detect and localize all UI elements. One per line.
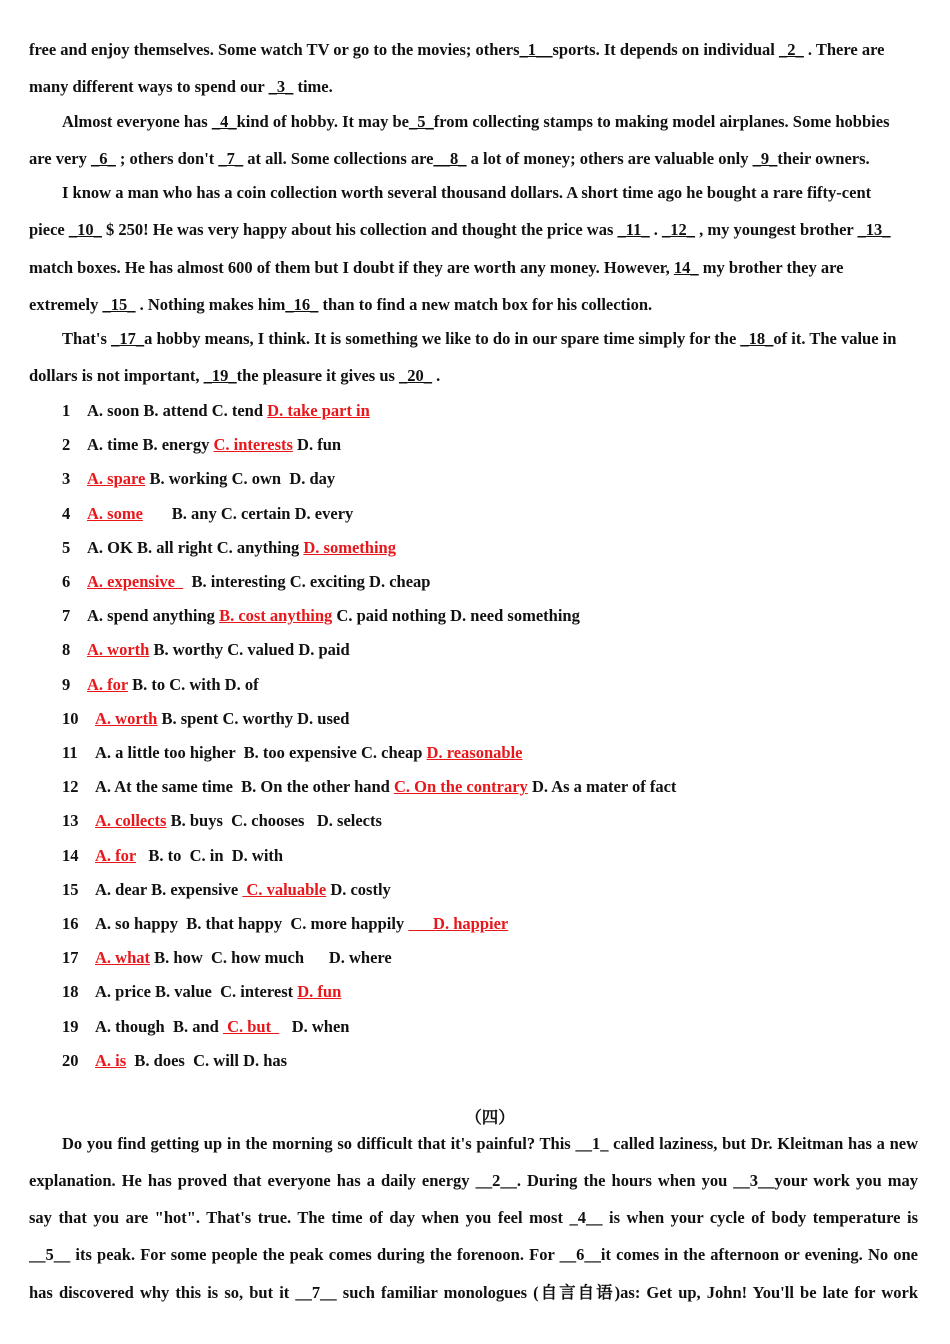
blank-number: _13_ [857,220,891,239]
passage-text: $ 250! He was very happy about his collection and thought the price was [101,220,618,239]
question-number: 19 [62,1016,79,1036]
passage-line: __5__ its peak. For some people the peak comes during the forenoon. For __6__it comes in the afternoon or evening. No one [29,1245,918,1264]
question-number: 5 [62,537,71,557]
correct-answer: D. reasonable [426,743,523,762]
question-number: 8 [62,640,71,660]
passage-text: a hobby means, I think. It is something we like to do in our spare time simply for the [144,329,741,348]
question-number: 13 [62,811,79,831]
passage-line [62,183,871,203]
answer-option: A. so happy [95,914,178,933]
answer-option: C. will [188,1050,239,1070]
correct-answer: C. but [222,1016,280,1036]
question-row [62,401,370,421]
question-row [62,709,349,729]
passage-text: piece [29,220,69,239]
passage-line: Do you find getting up in the morning so difficult that it's painful? This __1_ called laziness, but Dr. Kleitman has a new [62,1134,918,1153]
question-number: 12 [62,777,79,797]
blank-number: _17_ [111,329,145,348]
correct-answer: A. worth [95,708,158,728]
blank-number: 14_ [673,258,699,277]
question-number: 4 [62,503,71,523]
passage-text: time. [293,77,333,96]
question-number: 20 [62,1050,79,1070]
correct-answer: A. is [95,1050,127,1070]
question-number: 15 [62,879,79,899]
passage-text: free and enjoy themselves. Some watch TV or go to the movies; others [29,40,520,59]
question-row [62,435,341,455]
passage-text: sports. It depends on individual [552,40,780,59]
answer-option: A. At the same time [95,777,233,797]
passage-line [29,220,891,240]
passage-text: kind of hobby. It may be [236,112,409,131]
question-number: 16 [62,914,79,933]
answer-option: C. cheap [360,743,423,762]
passage-text: than to find a new match box for his collection. [318,295,653,314]
blank-number: _1__ [519,40,553,59]
correct-answer: C. interests [213,435,293,455]
correct-answer: D. happier [408,914,509,933]
passage-text: . [432,366,441,385]
blank-number: __8_ [433,149,467,168]
answer-option: B. expensive [151,879,239,899]
answer-option: C. with [169,674,221,694]
question-row [62,948,392,968]
passage-text: ; others don't [115,149,219,168]
question-number: 6 [62,572,71,591]
passage-line: has discovered why this is so, but it __7__ such familiar monologues (自言自语)as: Get up, John! You'll be late for work [29,1283,918,1302]
passage-text: . Nothing makes him [135,295,286,314]
question-row [62,743,522,763]
answer-option: C. valued [227,640,295,660]
blank-number: _5_ [409,112,434,131]
question-row [62,504,353,524]
correct-answer: A. worth [87,640,150,660]
answer-option: B. does [130,1050,185,1070]
question-row [62,880,391,900]
question-row [62,538,396,558]
answer-option: D. of [224,674,259,694]
passage-line [62,112,890,132]
passage-text: their owners. [777,149,870,168]
answer-option: B. and [168,1016,219,1036]
answer-option: B. working [149,469,228,489]
passage-line: explanation. He has proved that everyone has a daily energy __2__. During the hours when you __3__your work you may [29,1171,918,1190]
answer-option: D. has [243,1050,288,1070]
answer-option: C. worthy [222,708,294,728]
answer-option: B. to [140,845,182,865]
answer-option: B. spent [161,708,219,728]
passage-line [29,295,652,315]
question-number: 14 [62,845,79,865]
correct-answer: A. for [95,845,136,865]
passage-text: , my youngest brother [694,220,858,239]
blank-number: _6_ [91,149,116,168]
answer-option: C. chooses [227,811,305,831]
passage-text: extremely [29,295,103,314]
blank-number: _16_ [285,295,319,314]
passage-text: . [649,220,662,239]
question-row [62,572,430,592]
answer-option: B. how [154,948,203,968]
answer-option: D. selects [308,811,382,831]
blank-number: _15_ [102,295,136,314]
answer-option: C. how much [206,948,305,968]
blank-number: _20_ [399,366,433,385]
passage-text: the pleasure it gives us [236,366,400,385]
blank-number: _10_ [68,220,102,239]
correct-answer: C. On the contrary [393,777,528,797]
blank-number: _3_ [268,77,294,96]
answer-option: A. a little too higher [95,743,236,762]
blank-number: _19_ [203,366,237,385]
answer-option: D. need something [450,606,580,626]
passage-line [29,40,884,60]
correct-answer: A. expensive [87,572,184,591]
question-number: 1 [62,401,71,420]
passage-text: my brother they are [698,258,844,277]
passage-text: Almost everyone has [62,112,212,131]
answer-option: C. in [185,845,224,865]
blank-number: _4_ [211,112,237,131]
correct-answer: D. fun [297,982,342,1002]
question-row [62,846,283,866]
blank-number: _11_ [617,220,650,239]
passage-line [29,366,440,386]
correct-answer: D. take part in [267,401,370,420]
answer-option: B. to [132,674,166,694]
answer-option: C. paid nothing [336,606,447,626]
answer-option: A. spend anything [87,606,215,626]
question-number: 10 [62,708,79,728]
question-number: 3 [62,469,71,489]
passage-line [29,77,333,97]
question-number: 9 [62,674,71,694]
answer-option: A. dear [95,879,147,899]
answer-option: B. value [155,982,212,1002]
passage-text: are very [29,149,91,168]
answer-option: C. exciting [289,572,365,591]
passage-text: of it. The value in [773,329,897,348]
question-number: 2 [62,435,71,455]
question-row [62,777,676,797]
passage-text: dollars is not important, [29,366,204,385]
passage-text: . There are [803,40,885,59]
passage-text: from collecting stamps to making model airplanes. Some hobbies [433,112,890,131]
answer-option: A. though [95,1016,165,1036]
blank-number: _2_ [779,40,804,59]
passage-line [29,149,870,169]
answer-option: B. On the other hand [237,777,390,797]
answer-option: D. used [297,708,350,728]
answer-option: C. more happily [286,914,405,933]
answer-option: B. energy [142,435,210,455]
correct-answer: A. collects [95,811,167,831]
passage-line: say that you are "hot". That's true. The time of day when you feel most _4__ is when your cycle of body temperature is [29,1208,918,1227]
correct-answer: B. cost anything [219,606,333,626]
passage-line [62,329,896,349]
correct-answer: A. for [87,674,128,694]
correct-answer: A. spare [87,469,146,489]
blank-number: _18_ [740,329,774,348]
section-heading: （四） [465,1108,515,1127]
question-row [62,1017,349,1037]
answer-option: A. OK [87,537,133,557]
blank-number: _12_ [661,220,695,239]
question-number: 17 [62,948,79,968]
question-row [62,914,508,934]
answer-option: A. soon [87,401,140,420]
answer-option: D. cheap [369,572,431,591]
answer-option: C. anything [216,537,300,557]
answer-option: D. As a mater of fact [531,777,677,797]
answer-option: B. too expensive [239,743,357,762]
answer-option: C. interest [216,982,294,1002]
passage-text: many different ways to spend our [29,77,269,96]
correct-answer: A. some [87,503,143,523]
passage-text: at all. Some collections are [243,149,434,168]
blank-number: _7_ [218,149,244,168]
question-row [62,675,259,695]
answer-option: C. tend [211,401,264,420]
question-row [62,469,335,489]
question-row [62,606,580,626]
correct-answer: C. valuable [242,879,327,899]
answer-option: D. with [227,845,284,865]
answer-option: A. price [95,982,151,1002]
question-number: 18 [62,982,79,1002]
answer-option: B. any [147,503,217,523]
answer-option: B. worthy [153,640,224,660]
passage-text: That's [62,329,112,348]
answer-option: B. attend [143,401,208,420]
passage-text: I know a man who has a coin collection worth several thousand dollars. A short time ago he bought a rare fifty-cent [62,183,872,202]
answer-option: D. when [283,1016,350,1036]
answer-option: B. all right [136,537,213,557]
answer-option: C. own [231,469,282,489]
question-row [62,640,350,660]
answer-option: D. paid [298,640,350,660]
answer-option: B. interesting [187,572,286,591]
answer-option: D. every [294,503,354,523]
answer-option: A. time [87,435,139,455]
blank-number: _9_ [752,149,778,168]
passage-text: match boxes. He has almost 600 of them but I doubt if they are worth any money. However, [29,258,674,277]
correct-answer: D. something [303,537,396,557]
question-number: 11 [62,743,78,762]
correct-answer: A. what [95,948,151,968]
answer-option: D. costly [330,879,391,899]
answer-option: D. fun [297,435,342,455]
answer-option: C. certain [220,503,291,523]
question-number: 7 [62,606,71,626]
passage-text: a lot of money; others are valuable only [466,149,753,168]
answer-option: B. that happy [182,914,283,933]
answer-option: D. day [285,469,336,489]
answer-option: B. buys [170,811,223,831]
question-row [62,811,382,831]
question-row [62,982,341,1002]
answer-option: D. where [308,948,392,968]
passage-line [29,258,843,278]
question-row [62,1051,287,1071]
